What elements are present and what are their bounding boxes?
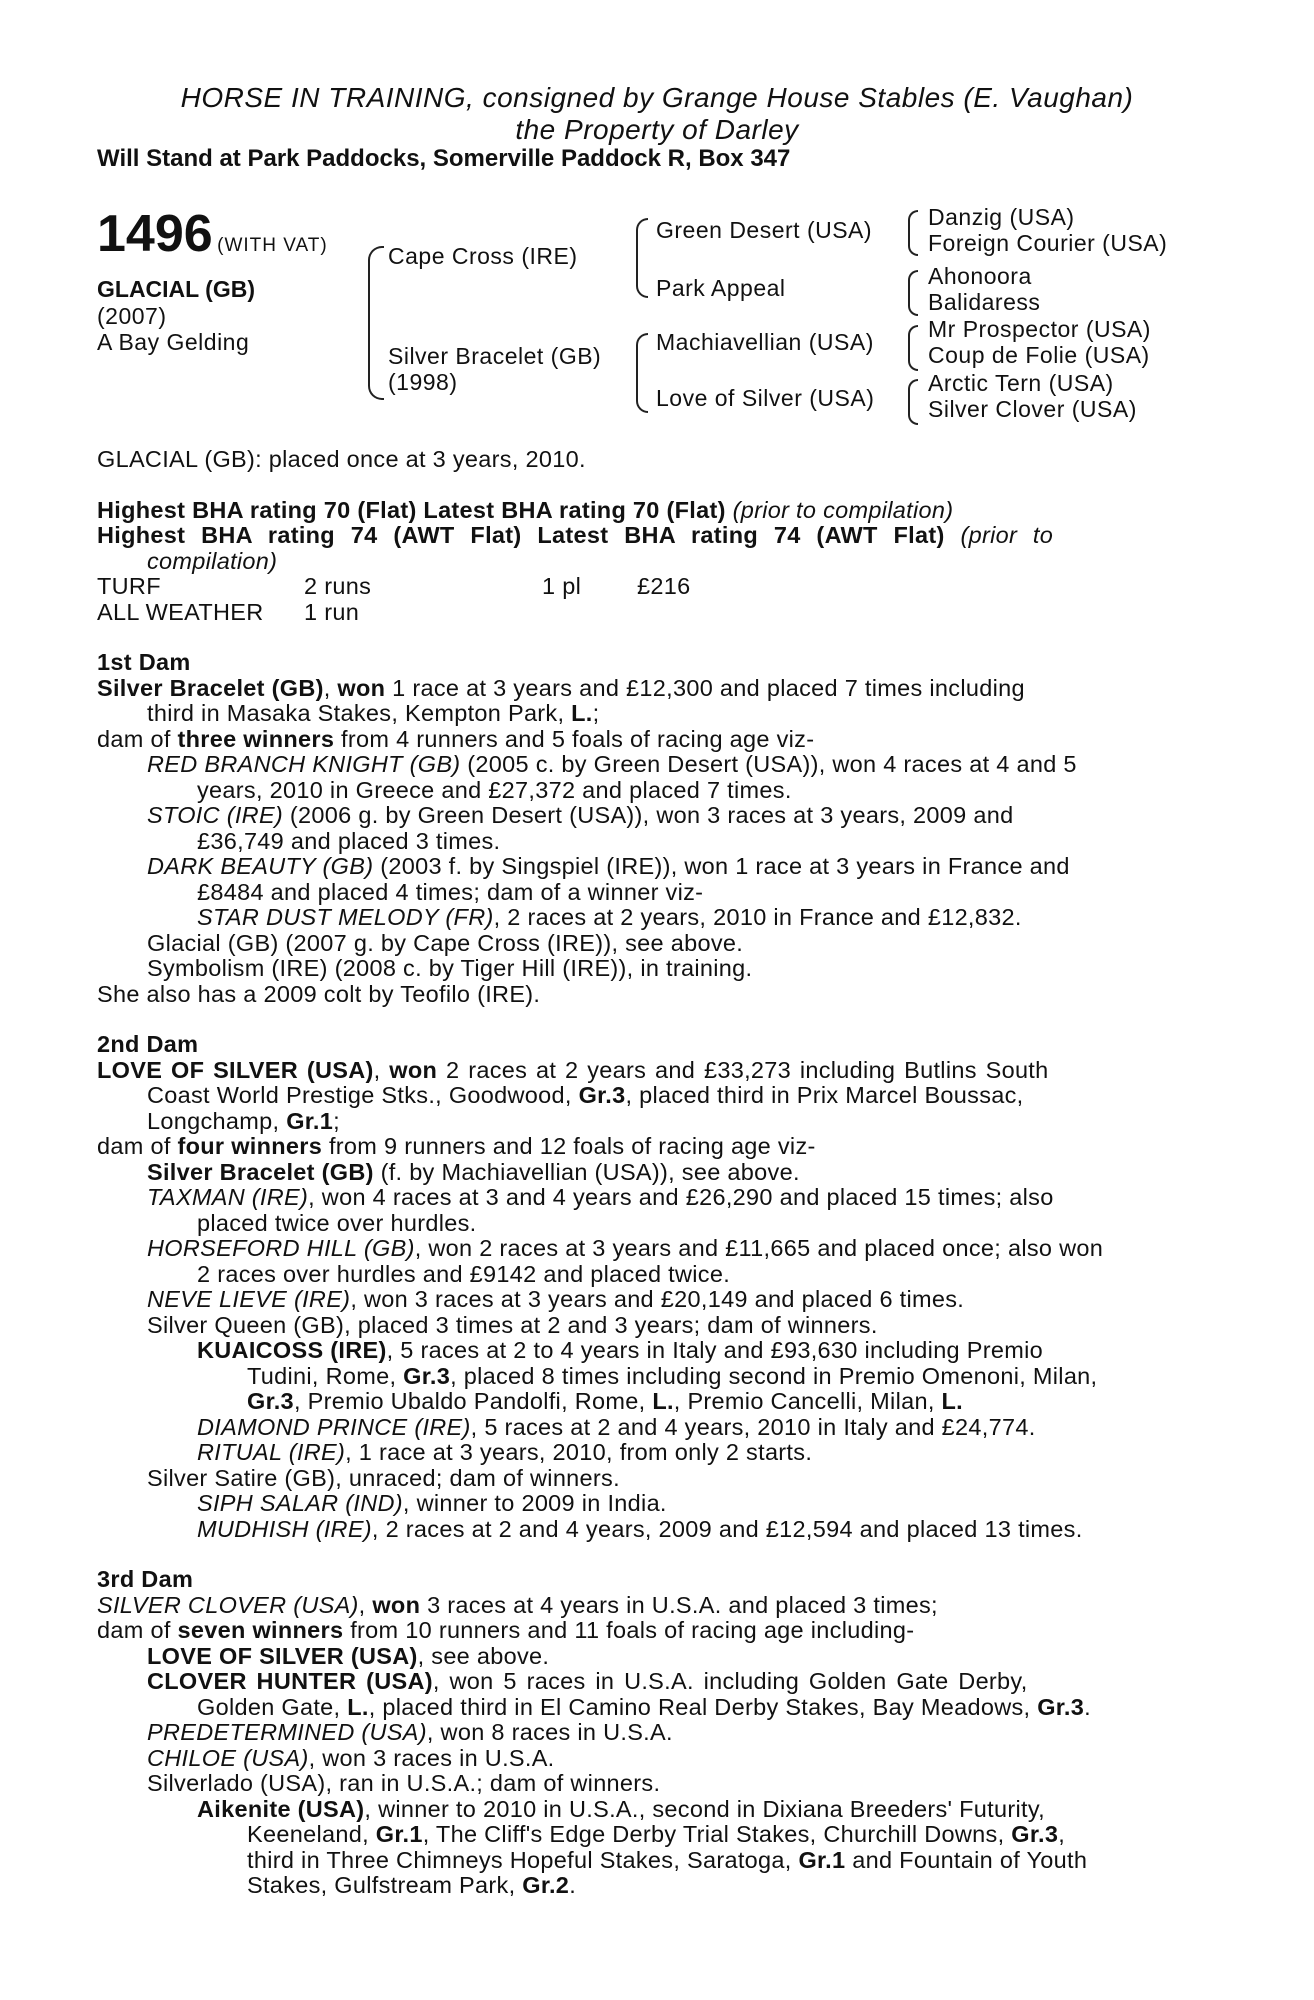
first-dam-note: She also has a 2009 colt by Teofilo (IRE). bbox=[97, 980, 541, 1007]
winners-count: seven winners bbox=[177, 1617, 344, 1643]
grand-progeny-entry bbox=[97, 1338, 1207, 1364]
second-dam-line bbox=[97, 1083, 1207, 1109]
progeny-entry-cont bbox=[97, 1695, 1207, 1721]
header-subtitle: the Property of Darley bbox=[515, 114, 799, 145]
pedigree-g8: Silver Clover (USA) bbox=[928, 396, 1137, 422]
pedigree-brace-g2 bbox=[908, 270, 918, 316]
record-aw-runs: 1 run bbox=[304, 598, 360, 625]
progeny-record: , winner to 2010 in U.S.A., second in Dixiana Breeders' Futurity, bbox=[364, 1795, 1045, 1822]
progeny-entry-cont: years, 2010 in Greece and £27,372 and placed 7 times. bbox=[197, 776, 792, 803]
text: , The Cliff's Edge Derby Trial Stakes, Churchill Downs, bbox=[422, 1821, 1005, 1847]
first-dam-line bbox=[97, 727, 1207, 753]
first-dam-title: 1st Dam bbox=[97, 649, 191, 675]
punctuation: ; bbox=[333, 1107, 340, 1134]
rating-flat-note: (prior to compilation) bbox=[732, 496, 954, 523]
rating-flat-text: Highest BHA rating 70 (Flat) Latest BHA rating 70 (Flat) bbox=[97, 496, 726, 523]
second-dam-title: 2nd Dam bbox=[97, 1031, 199, 1057]
progeny-name: HORSEFORD HILL (GB) bbox=[147, 1235, 415, 1261]
progeny-entry: Glacial (GB) (2007 g. by Cape Cross (IRE)), see above. bbox=[147, 929, 744, 956]
progeny-entry bbox=[97, 1287, 1207, 1313]
winners-count: four winners bbox=[177, 1133, 323, 1159]
progeny-entry-cont: £36,749 and placed 3 times. bbox=[197, 827, 501, 854]
rating-awt-text: Highest BHA rating 74 (AWT Flat) Latest BHA rating 74 (AWT Flat) bbox=[97, 522, 945, 548]
grand-progeny-entry-cont bbox=[97, 1389, 1207, 1415]
header-stand-location: Will Stand at Park Paddocks, Somerville Paddock R, Box 347 bbox=[97, 145, 791, 172]
grade-badge: Gr.3 bbox=[578, 1082, 626, 1108]
progeny-record: , won 3 races in U.S.A. bbox=[308, 1744, 555, 1771]
lot-number: 1496 bbox=[97, 205, 213, 263]
progeny-entry bbox=[97, 1160, 1207, 1186]
progeny-name: RITUAL (IRE) bbox=[197, 1439, 346, 1465]
listed-badge: L. bbox=[571, 700, 593, 726]
progeny-name: DARK BEAUTY (GB) bbox=[147, 853, 374, 879]
progeny-entry: Silverlado (USA), ran in U.S.A.; dam of winners. bbox=[147, 1770, 661, 1796]
progeny-record: , 5 races at 2 to 4 years in Italy and £93,630 including Premio bbox=[386, 1337, 1043, 1363]
horse-description: A Bay Gelding bbox=[97, 329, 250, 355]
progeny-record: (2005 c. by Green Desert (USA)), won 4 races at 4 and 5 bbox=[467, 751, 1077, 777]
text: Keeneland, bbox=[247, 1821, 369, 1847]
pedigree-brace-dam bbox=[636, 333, 648, 413]
pedigree-g2: Foreign Courier (USA) bbox=[928, 230, 1168, 256]
text: Longchamp, bbox=[147, 1107, 280, 1134]
rating-flat bbox=[97, 498, 1207, 524]
punctuation: . bbox=[1084, 1693, 1091, 1720]
progeny-record: , won 5 races in U.S.A. including Golden Gate Derby, bbox=[432, 1668, 1028, 1694]
catalogue-body bbox=[97, 447, 1207, 1899]
record-turf-label: TURF bbox=[97, 573, 161, 599]
grade-badge: Gr.3 bbox=[1037, 1693, 1085, 1720]
pedigree-dam-dam: Love of Silver (USA) bbox=[656, 385, 875, 411]
second-dam-line bbox=[97, 1134, 1207, 1160]
pedigree-dam-sire: Machiavellian (USA) bbox=[656, 329, 874, 355]
text: from 10 runners and 11 foals of racing age including- bbox=[350, 1617, 915, 1643]
text: from 9 runners and 12 foals of racing age viz- bbox=[328, 1133, 816, 1159]
first-dam-line: Silver Bracelet (GB), won 1 race at 3 years and £12,300 and placed 7 times including bbox=[97, 674, 1025, 701]
progeny-name: PREDETERMINED (USA) bbox=[147, 1719, 427, 1745]
punctuation: . bbox=[569, 1872, 577, 1898]
progeny-name: NEVE LIEVE (IRE) bbox=[147, 1286, 351, 1312]
punctuation: ; bbox=[592, 700, 600, 726]
pedigree-brace-g3 bbox=[908, 325, 918, 371]
pedigree-dam: Silver Bracelet (GB) bbox=[388, 343, 602, 369]
progeny-name: CHILOE (USA) bbox=[147, 1744, 309, 1771]
text: , placed 8 times including second in Premio Omenoni, Milan, bbox=[450, 1362, 1098, 1389]
record-turf-runs: 2 runs bbox=[304, 573, 372, 599]
record-all-weather bbox=[97, 600, 1207, 626]
progeny-entry: Silver Queen (GB), placed 3 times at 2 and 3 years; dam of winners. bbox=[147, 1311, 878, 1338]
third-dam-title: 3rd Dam bbox=[97, 1566, 194, 1592]
grand-progeny-entry bbox=[97, 1797, 1207, 1823]
grade-badge: Gr.1 bbox=[375, 1821, 423, 1847]
pedigree-g4: Balidaress bbox=[928, 289, 1041, 315]
progeny-name: KUAICOSS (IRE) bbox=[197, 1337, 387, 1363]
progeny-record: (2003 f. by Singspiel (IRE)), won 1 race at 3 years in France and bbox=[380, 853, 1070, 879]
progeny-entry-cont: placed twice over hurdles. bbox=[197, 1209, 477, 1236]
progeny-record: , won 2 races at 3 years and £11,665 and placed once; also won bbox=[414, 1235, 1104, 1261]
listed-badge: L. bbox=[652, 1388, 674, 1414]
grand-progeny-entry-cont bbox=[97, 1822, 1207, 1848]
progeny-entry bbox=[97, 1669, 1207, 1695]
text: third in Three Chimneys Hopeful Stakes, Saratoga, bbox=[247, 1846, 792, 1873]
text: Stakes, Gulfstream Park, bbox=[247, 1872, 516, 1898]
first-dam-stakes: third in Masaka Stakes, Kempton Park, bbox=[147, 700, 565, 726]
progeny-name: TAXMAN (IRE) bbox=[147, 1184, 309, 1210]
grand-progeny-entry bbox=[97, 1517, 1207, 1543]
pedigree-brace-main bbox=[368, 246, 384, 400]
second-dam-name: LOVE OF SILVER (USA) bbox=[97, 1056, 374, 1083]
pedigree-g1: Danzig (USA) bbox=[928, 204, 1075, 230]
grade-badge: Gr.1 bbox=[798, 1846, 846, 1873]
header-title: HORSE IN TRAINING, consigned by Grange House Stables (E. Vaughan) bbox=[180, 82, 1134, 113]
first-dam-won: won bbox=[337, 674, 386, 701]
listed-badge: L. bbox=[941, 1388, 963, 1414]
progeny-entry-cont: £8484 and placed 4 times; dam of a winner viz- bbox=[197, 878, 704, 905]
progeny-record: (2006 g. by Green Desert (USA)), won 3 races at 3 years, 2009 and bbox=[289, 802, 1014, 828]
progeny-record: , 1 race at 3 years, 2010, from only 2 starts. bbox=[345, 1439, 813, 1465]
pedigree-g6: Coup de Folie (USA) bbox=[928, 342, 1150, 368]
grade-badge: Gr.2 bbox=[522, 1872, 570, 1898]
progeny-record: , 5 races at 2 and 4 years, 2010 in Italy and £24,774. bbox=[470, 1413, 1036, 1440]
progeny-record: , winner to 2009 in India. bbox=[402, 1490, 667, 1516]
progeny-entry: Symbolism (IRE) (2008 c. by Tiger Hill (IRE)), in training. bbox=[147, 955, 753, 981]
progeny-entry bbox=[97, 1720, 1207, 1746]
text: Coast World Prestige Stks., Goodwood, bbox=[147, 1082, 572, 1108]
grade-badge: Gr.3 bbox=[247, 1388, 294, 1414]
progeny-name: CLOVER HUNTER (USA) bbox=[147, 1668, 433, 1694]
progeny-name: RED BRANCH KNIGHT (GB) bbox=[147, 751, 461, 777]
pedigree-brace-g1 bbox=[908, 210, 918, 256]
progeny-entry bbox=[97, 1185, 1207, 1211]
progeny-name: Silver Bracelet (GB) bbox=[147, 1158, 374, 1185]
third-dam-name: SILVER CLOVER (USA) bbox=[97, 1591, 359, 1618]
progeny-record: (f. by Machiavellian (USA)), see above. bbox=[380, 1158, 800, 1185]
progeny-entry-cont: 2 races over hurdles and £9142 and placed twice. bbox=[197, 1260, 731, 1287]
listed-badge: L. bbox=[347, 1693, 369, 1720]
record-turf bbox=[97, 574, 1207, 600]
first-dam-record: 1 race at 3 years and £12,300 and placed 7 times including bbox=[392, 674, 1025, 701]
record-turf-placed: 1 pl bbox=[542, 573, 582, 599]
progeny-record: , won 8 races in U.S.A. bbox=[426, 1719, 673, 1745]
third-dam-won: won bbox=[372, 1591, 421, 1618]
text: from 4 runners and 5 foals of racing age viz- bbox=[341, 725, 815, 752]
grand-progeny-entry bbox=[97, 1491, 1207, 1517]
progeny-entry bbox=[97, 854, 1207, 880]
pedigree-g3: Ahonoora bbox=[928, 263, 1032, 289]
second-dam-record: 2 races at 2 years and £33,273 including Butlins South bbox=[446, 1056, 1049, 1083]
text: , placed third in Prix Marcel Boussac, bbox=[625, 1082, 1024, 1108]
pedigree-dam-year: (1998) bbox=[388, 369, 458, 395]
grand-progeny-entry bbox=[97, 1440, 1207, 1466]
lot-number-block bbox=[97, 204, 328, 264]
progeny-name: STOIC (IRE) bbox=[147, 802, 284, 828]
grand-progeny-entry bbox=[97, 905, 1207, 931]
grade-badge: Gr.3 bbox=[403, 1362, 451, 1389]
horse-name: GLACIAL (GB) bbox=[97, 276, 256, 302]
grand-progeny-entry-cont bbox=[97, 1873, 1207, 1899]
progeny-entry bbox=[97, 1236, 1207, 1262]
record-turf-prize: £216 bbox=[637, 573, 691, 599]
second-dam-won: won bbox=[389, 1056, 438, 1083]
third-dam-line: SILVER CLOVER (USA), won 3 races at 4 years in U.S.A. and placed 3 times; bbox=[97, 1591, 938, 1618]
pedigree-sire-dam: Park Appeal bbox=[656, 275, 786, 301]
progeny-name: STAR DUST MELODY (FR) bbox=[197, 904, 494, 930]
pedigree-sire-sire: Green Desert (USA) bbox=[656, 217, 873, 243]
third-dam-record: 3 races at 4 years in U.S.A. and placed 3 times; bbox=[427, 1591, 938, 1618]
grade-badge: Gr.1 bbox=[286, 1107, 334, 1134]
progeny-record: , see above. bbox=[417, 1642, 550, 1669]
progeny-entry bbox=[97, 752, 1207, 778]
grade-badge: Gr.3 bbox=[1011, 1821, 1059, 1847]
progeny-record: , won 3 races at 3 years and £20,149 and placed 6 times. bbox=[350, 1286, 965, 1312]
punctuation: , bbox=[1058, 1821, 1066, 1847]
progeny-record: , won 4 races at 3 and 4 years and £26,290 and placed 15 times; also bbox=[308, 1184, 1054, 1210]
pedigree-g7: Arctic Tern (USA) bbox=[928, 370, 1114, 396]
rating-awt-note: (prior to bbox=[960, 522, 1054, 548]
pedigree-brace-sire bbox=[636, 218, 648, 298]
progeny-entry bbox=[97, 1746, 1207, 1772]
pedigree-sire: Cape Cross (IRE) bbox=[388, 243, 578, 269]
text: Golden Gate, bbox=[197, 1693, 341, 1720]
grand-progeny-entry-cont bbox=[97, 1848, 1207, 1874]
text: dam of bbox=[97, 725, 171, 752]
progeny-name: Aikenite (USA) bbox=[197, 1795, 365, 1822]
first-dam-name: Silver Bracelet (GB) bbox=[97, 674, 324, 701]
winners-count: three winners bbox=[177, 725, 335, 752]
pedigree-brace-g4 bbox=[908, 379, 918, 425]
text: , placed third in El Camino Real Derby Stakes, Bay Meadows, bbox=[368, 1693, 1031, 1720]
grand-progeny-entry bbox=[97, 1415, 1207, 1441]
progeny-record: , 2 races at 2 years, 2010 in France and £12,832. bbox=[493, 904, 1022, 930]
text: and Fountain of Youth bbox=[852, 1846, 1088, 1873]
text: Tudini, Rome, bbox=[247, 1362, 397, 1389]
second-dam-line bbox=[97, 1109, 1207, 1135]
progeny-name: LOVE OF SILVER (USA) bbox=[147, 1642, 418, 1669]
second-dam-line: LOVE OF SILVER (USA), won 2 races at 2 years and £33,273 including Butlins South bbox=[97, 1056, 1049, 1083]
text: , Premio Cancelli, Milan, bbox=[673, 1388, 935, 1414]
vat-label: (WITH VAT) bbox=[217, 235, 328, 256]
rating-awt bbox=[97, 523, 1207, 549]
first-dam-line bbox=[97, 701, 1207, 727]
rating-awt-note-cont: compilation) bbox=[147, 547, 278, 574]
text: dam of bbox=[97, 1133, 171, 1159]
progeny-record: , 2 races at 2 and 4 years, 2009 and £12,594 and placed 13 times. bbox=[371, 1515, 1083, 1542]
record-aw-label: ALL WEATHER bbox=[97, 598, 264, 625]
progeny-name: SIPH SALAR (IND) bbox=[197, 1490, 403, 1516]
third-dam-line bbox=[97, 1618, 1207, 1644]
text: , Premio Ubaldo Pandolfi, Rome, bbox=[293, 1388, 646, 1414]
progeny-entry bbox=[97, 1644, 1207, 1670]
text: dam of bbox=[97, 1617, 171, 1643]
progeny-name: DIAMOND PRINCE (IRE) bbox=[197, 1413, 471, 1440]
horse-year: (2007) bbox=[97, 303, 167, 329]
progeny-name: MUDHISH (IRE) bbox=[197, 1515, 372, 1542]
progeny-entry: Silver Satire (GB), unraced; dam of winners. bbox=[147, 1464, 620, 1491]
grand-progeny-entry-cont bbox=[97, 1364, 1207, 1390]
progeny-entry bbox=[97, 803, 1207, 829]
placing-summary: GLACIAL (GB): placed once at 3 years, 2010. bbox=[97, 446, 586, 472]
pedigree-g5: Mr Prospector (USA) bbox=[928, 316, 1151, 342]
